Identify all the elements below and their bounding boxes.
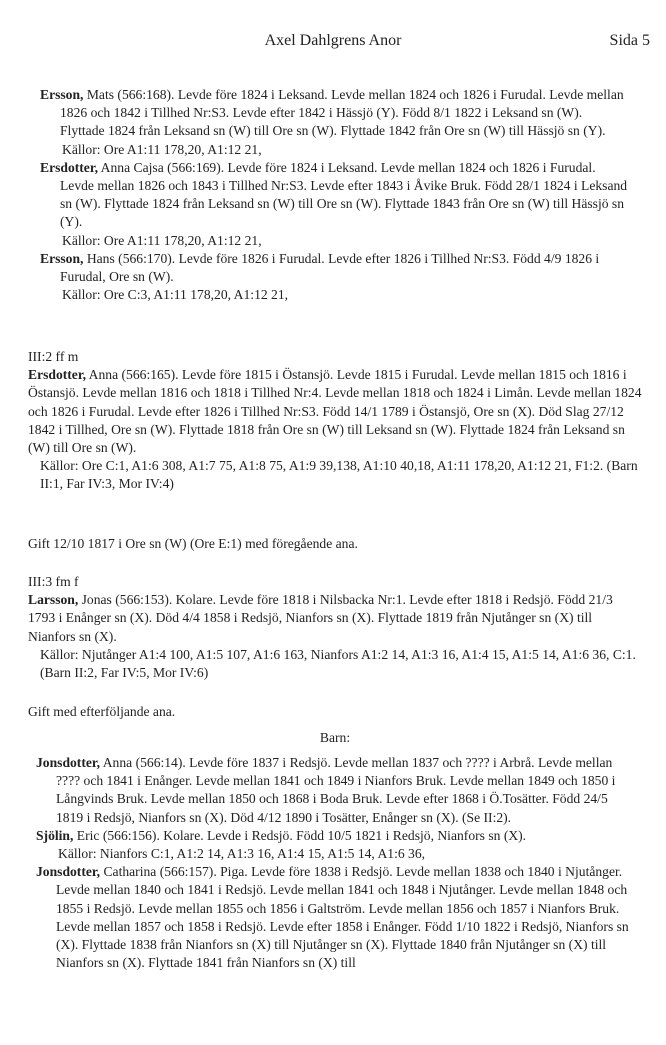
entry-ersson-hans	[40, 250, 630, 286]
entry-text: Hans (566:170). Levde före 1826 i Furudal. Levde efter 1826 i Tillhed Nr:S3. Född 4/9 1826 i Furudal, Ore sn (W).	[60, 250, 600, 285]
child-jonsdotter-catharina	[36, 863, 636, 972]
section-heading: III:2 ff m	[28, 349, 79, 364]
entry-surname: Ersdotter,	[28, 367, 87, 383]
entry-text: Anna Cajsa (566:169). Levde före 1824 i Leksand. Levde mellan 1824 och 1826 i Furudal. Levde mellan 1826 och 1843 i Tillhed Nr:S3. Levde efter 1843 i Åvike Bruk. Född 28/1 1824 i Leksand sn (W). Flyttade 1824 från Leksand sn (W) till Ore sn (W). Flyttade 1843 från Ore sn (W) till Hässjö sn (Y).	[60, 159, 628, 230]
entry-sources: Källor: Ore C:1, A1:6 308, A1:7 75, A1:8 75, A1:9 39,138, A1:10 40,18, A1:11 178,20, A1:12 21, F1:2. (Barn II:1, Far IV:3, Mor IV:4)	[40, 458, 638, 492]
entry-sources: Källor: Njutånger A1:4 100, A1:5 107, A1:6 163, Nianfors A1:2 14, A1:3 16, A1:4 15, A1:5 14, A1:6 36, C:1. (Barn II:2, Far IV:5, Mor IV:6)	[40, 646, 636, 681]
entry-text: Catharina (566:157). Piga. Levde före 1838 i Redsjö. Levde mellan 1838 och 1840 i Njutånger. Levde mellan 1840 och 1841 i Redsjö. Levde mellan 1841 och 1848 i Njutånger. Levde mellan 1848 och 1855 i Redsjö. Levde mellan 1855 och 1856 i Galtström. Levde mellan 1856 och 1857 i Nianfors Bruk. Levde mellan 1857 och 1858 i Redsjö. Levde efter 1858 i Enånger. Född 1/10 1822 i Redsjö, Nianfors sn (X). Flyttade 1838 från Nianfors sn (X) till Njutånger sn (X). Flyttade 1840 från Njutånger sn (X) till Nianfors sn (X). Flyttade 1841 från Nianfors sn (X) till	[56, 864, 629, 971]
entry-sources: Källor: Ore C:3, A1:11 178,20, A1:12 21,	[62, 287, 289, 303]
entry-text: Mats (566:168). Levde före 1824 i Leksand. Levde mellan 1824 och 1826 i Furudal. Levde mellan 1826 och 1842 i Tillhed Nr:S3. Levde efter 1842 i Hässjö (Y). Född 8/1 1822 i Leksand sn (W). Flyttade 1824 från Leksand sn (W) till Ore sn (W). Flyttade 1842 från Ore sn (W) till Hässjö sn (Y).	[60, 87, 624, 139]
children-list	[36, 754, 636, 972]
entry-surname: Ersdotter,	[40, 159, 99, 175]
section-iii-3	[28, 573, 642, 682]
entry-sources: Källor: Ore A1:11 178,20, A1:12 21,	[62, 232, 262, 248]
section-iii-2	[28, 348, 642, 494]
entry-ersdotter-anna	[28, 366, 642, 457]
entry-sources: Källor: Ore A1:11 178,20, A1:12 21,	[62, 141, 262, 157]
entry-surname: Ersson,	[40, 87, 84, 102]
section-heading: III:3 fm f	[28, 574, 79, 589]
entry-text: Anna (566:14). Levde före 1837 i Redsjö. Levde mellan 1837 och ???? i Arbrå. Levde mellan ???? och 1841 i Enånger. Levde mellan 1841 och 1849 i Nianfors Bruk. Levde mellan 1849 och 1850 i Långvinds Bruk. Levde mellan 1850 och 1868 i Boda Bruk. Levde efter 1868 i Ö.Tosätter. Född 24/5 1819 i Redsjö, Nianfors sn (X). Död 4/12 1890 i Tosätter, Enånger sn (X). (Se II:2).	[56, 755, 616, 825]
entries-top	[40, 86, 630, 304]
entry-sources: Källor: Nianfors C:1, A1:2 14, A1:3 16, A1:4 15, A1:5 14, A1:6 36,	[58, 846, 426, 862]
page-title: Axel Dahlgrens Anor	[264, 32, 402, 49]
children-heading: Barn:	[319, 730, 351, 745]
child-jonsdotter-anna	[36, 754, 636, 827]
entry-text: Eric (566:156). Kolare. Levde i Redsjö. Född 10/5 1821 i Redsjö, Nianfors sn (X).	[73, 827, 527, 843]
entry-text: Jonas (566:153). Kolare. Levde före 1818 i Nilsbacka Nr:1. Levde efter 1818 i Redsjö. Född 21/3 1793 i Enånger sn (X). Död 4/4 1858 i Redsjö, Nianfors sn (X). Flyttade 1819 från Njutånger sn (X) till Nianfors sn (X).	[28, 592, 613, 644]
page-number: Sida 5	[609, 32, 650, 49]
entry-larsson-jonas	[28, 591, 642, 646]
entry-surname: Jonsdotter,	[36, 864, 101, 880]
entry-ersson-mats	[40, 86, 630, 141]
entry-surname: Jonsdotter,	[36, 755, 101, 770]
child-sjolin-eric	[36, 827, 636, 845]
entry-ersdotter-anna-cajsa	[40, 159, 630, 232]
entry-text: Anna (566:165). Levde före 1815 i Östansjö. Levde 1815 i Furudal. Levde mellan 1815 och 1816 i Östansjö. Levde mellan 1816 och 1818 i Tillhed Nr:4. Levde mellan 1818 och 1824 i Limån. Levde mellan 1824 och 1826 i Furudal. Levde efter 1826 i Tillhed Nr:S3. Född 14/1 1789 i Östansjö, Ore sn (X). Död Slag 27/12 1842 i Tillhed, Ore sn (W). Flyttade 1818 från Ore sn (W) till Leksand sn (W). Flyttade 1824 från Leksand sn (W) till Ore sn (W).	[28, 367, 642, 456]
marriage-note-2: Gift med efterföljande ana.	[28, 704, 176, 719]
entry-surname: Sjölin,	[36, 827, 74, 843]
entry-surname: Ersson,	[40, 250, 84, 266]
marriage-note-1: Gift 12/10 1817 i Ore sn (W) (Ore E:1) med föregående ana.	[28, 536, 358, 551]
entry-surname: Larsson,	[28, 592, 79, 608]
